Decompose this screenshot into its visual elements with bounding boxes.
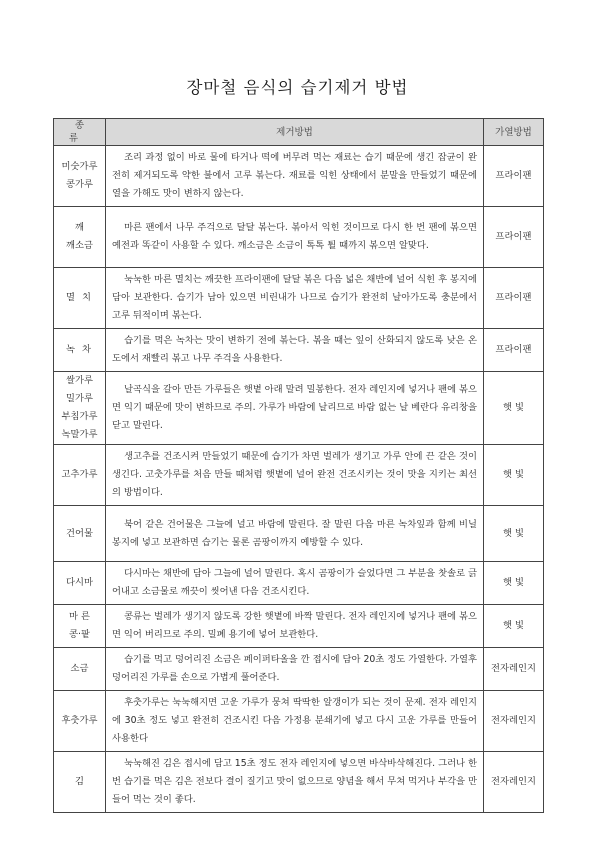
table-row — [54, 648, 544, 691]
row-method: 콩류는 벌레가 생기지 않도록 강한 햇볕에 바짝 말린다. 전자 레인지에 넣거나 팬에 볶으면 익어 버리므로 주의. 밀폐 용기에 넣어 보관한다. — [106, 605, 484, 648]
moisture-removal-table — [53, 118, 544, 813]
row-kind: 고추가루 — [54, 445, 106, 506]
row-heat: 햇 빛 — [484, 445, 544, 506]
row-method: 습기를 먹은 녹차는 맛이 변하기 전에 볶는다. 볶을 때는 잎이 산화되지 않도록 낮은 온도에서 재빨리 볶고 나무 주걱을 사용한다. — [106, 329, 484, 372]
row-kind: 깨 깨소금 — [54, 207, 106, 268]
row-heat: 햇 빛 — [484, 562, 544, 605]
header-heat: 가열방법 — [484, 119, 544, 146]
row-method: 마른 팬에서 나무 주걱으로 달달 볶는다. 볶아서 익힌 것이므로 다시 한 번 팬에 볶으면 예전과 똑같이 사용할 수 있다. 깨소금은 소금이 톡톡 튈 때까지 볶으면 알맞다. — [106, 207, 484, 268]
row-method: 날곡식을 갈아 만든 가루들은 햇볕 아래 말려 밀봉한다. 전자 레인지에 넣거나 팬에 볶으면 익기 때문에 맛이 변하므로 주의. 가루가 바람에 날리므로 바람 없는 날 베란다 유리창을 닫고 말린다. — [106, 372, 484, 445]
row-kind: 김 — [54, 752, 106, 813]
row-method: 눅눅한 마른 멸치는 깨끗한 프라이팬에 달달 볶은 다음 넓은 채반에 널어 식힌 후 봉지에 담아 보관한다. 습기가 남아 있으면 비린내가 나므로 습기가 완전히 날아가도록 충분에서 고루 뒤적이며 볶는다. — [106, 268, 484, 329]
table-row — [54, 268, 544, 329]
row-heat: 전자레인지 — [484, 691, 544, 752]
table-row — [54, 207, 544, 268]
row-kind: 소금 — [54, 648, 106, 691]
row-kind: 쌀가루 밀가루 부침가루 녹말가루 — [54, 372, 106, 445]
row-heat: 프라이팬 — [484, 207, 544, 268]
row-heat: 프라이팬 — [484, 268, 544, 329]
row-method: 조리 과정 없이 바로 물에 타거나 떡에 버무려 먹는 재료는 습기 때문에 생긴 잡균이 완전히 제거되도록 약한 불에서 고루 볶는다. 재료를 익힌 상태에서 분말을 만들었기 때문에 열을 가해도 맛이 변하지 않는다. — [106, 146, 484, 207]
row-kind: 녹 차 — [54, 329, 106, 372]
row-kind: 미숫가루 콩가루 — [54, 146, 106, 207]
row-method: 다시마는 채반에 담아 그늘에 널어 말린다. 혹시 곰팡이가 슬었다면 그 부분을 찻솔로 긁어내고 소금물로 깨끗이 씻어낸 다음 건조시킨다. — [106, 562, 484, 605]
row-method: 후춧가루는 눅눅해지면 고운 가루가 뭉쳐 딱딱한 알갱이가 되는 것이 문제. 전자 레인지에 30초 정도 넣고 완전히 건조시킨 다음 가정용 분쇄기에 넣고 다시 고운 가루를 만들어 사용한다 — [106, 691, 484, 752]
row-kind: 멸 치 — [54, 268, 106, 329]
row-kind: 다시마 — [54, 562, 106, 605]
row-kind: 건어물 — [54, 506, 106, 562]
row-heat: 전자레인지 — [484, 648, 544, 691]
row-heat: 햇 빛 — [484, 605, 544, 648]
table-row — [54, 506, 544, 562]
row-kind: 마 른 콩·팥 — [54, 605, 106, 648]
table-row — [54, 562, 544, 605]
table-row — [54, 146, 544, 207]
row-heat: 프라이팬 — [484, 146, 544, 207]
row-heat: 프라이팬 — [484, 329, 544, 372]
row-method: 생고추를 건조시켜 만들었기 때문에 습기가 차면 벌레가 생기고 가루 안에 끈 같은 것이 생긴다. 고춧가루를 처음 만들 때처럼 햇볕에 널어 완전 건조시키는 것이 맛을 지키는 최선의 방법이다. — [106, 445, 484, 506]
table-row — [54, 691, 544, 752]
row-method: 눅눅해진 김은 접시에 담고 15초 정도 전자 레인지에 넣으면 바삭바삭해진다. 그러나 한번 습기를 먹은 김은 전보다 결이 질기고 맛이 없으므로 양념을 해서 무쳐 먹거나 부각을 만들어 먹는 것이 좋다. — [106, 752, 484, 813]
table-row — [54, 605, 544, 648]
header-kind: 종 류 — [54, 119, 106, 146]
table-row — [54, 445, 544, 506]
row-heat: 햇 빛 — [484, 506, 544, 562]
row-heat: 햇 빛 — [484, 372, 544, 445]
header-method: 제거방법 — [106, 119, 484, 146]
table-row — [54, 329, 544, 372]
row-heat: 전자레인지 — [484, 752, 544, 813]
table-row — [54, 752, 544, 813]
page-title: 장마철 음식의 습기제거 방법 — [186, 78, 409, 97]
table-header-row — [54, 119, 544, 146]
row-kind: 후춧가루 — [54, 691, 106, 752]
table-row — [54, 372, 544, 445]
row-method: 습기를 먹고 덩어리진 소금은 페이퍼타올을 깐 접시에 담아 20초 정도 가열한다. 가열후 덩어리진 가루를 손으로 가볍게 풀어준다. — [106, 648, 484, 691]
row-method: 북어 같은 건어물은 그늘에 널고 바람에 말린다. 잘 말린 다음 마른 녹차잎과 함께 비닐 봉지에 넣고 보관하면 습기는 물론 곰팡이까지 예방할 수 있다. — [106, 506, 484, 562]
